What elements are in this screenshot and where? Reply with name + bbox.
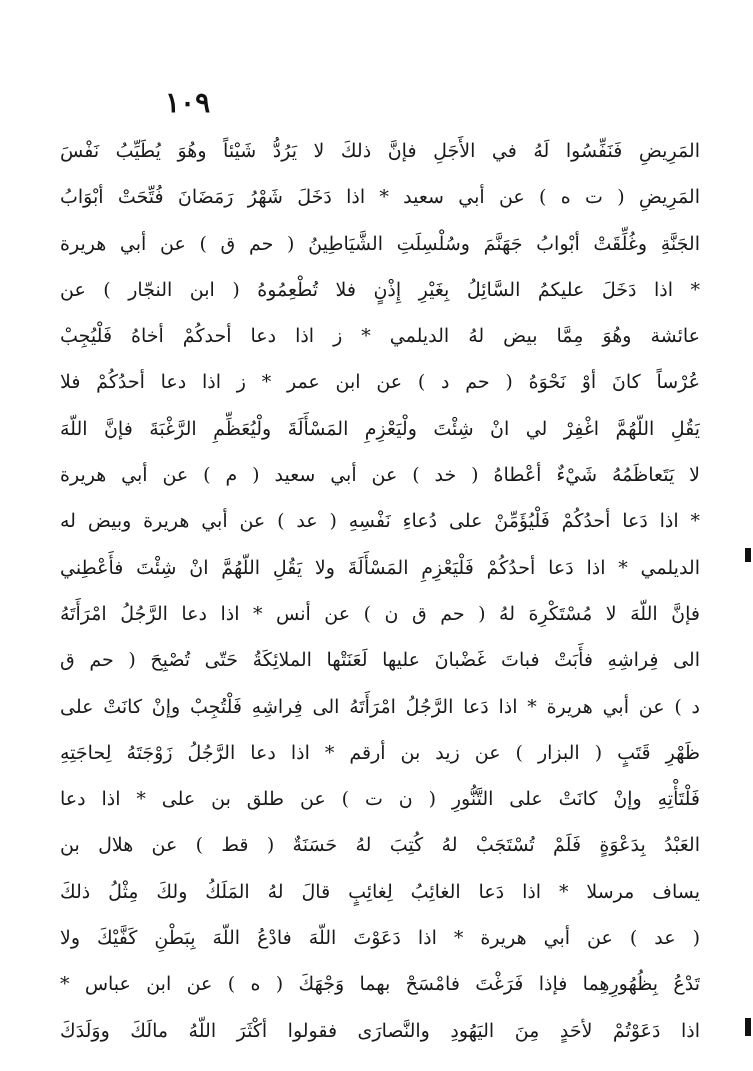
text-line: فَلْتَأْتِهِ وإنْ كانَتْ على التَّنُّورِ ( ن ت ) عن طلق بن على * اذا دعا <box>60 788 700 811</box>
text-line: الى فِراشِهِ فأَبَتْ فباتَ غَضْبانَ عليها لَعَنَتْها الملائِكَةُ حَتّى تُصْبِحَ ( حم ق <box>60 649 700 672</box>
text-line: اذا دَعَوْتُمْ لأحَدٍ مِنَ اليَهُودِ والنَّصارَى فقولوا أكْثَرَ اللّهُ مالَكَ ووَلَدَكَ <box>60 1019 700 1042</box>
text-line: لا يَتَعاظَمُهُ شَيْءٌ أعْطاهُ ( خد ) عن أبي سعيد ( م ) عن أبي هريرة <box>60 464 700 487</box>
text-line: يَقُلِ اللّهُمَّ اغْفِرْ لي انْ شِئْتَ ولْيَعْزِمِ المَسْأَلَةَ ولْيُعَظِّمِ الرَّغْبَةَ فإنَّ اللّهَ <box>60 417 700 440</box>
text-line: د ) عن أبي هريرة * اذا دَعا الرَّجُلُ امْرَأَتَهُ الى فِراشِهِ فَلْتُجِبْ وإنْ كانَتْ على <box>60 695 700 718</box>
text-line: عائشة وهُوَ مِمَّا بيض لهُ الديلمي * ز اذا دعا أحدكُمْ أخاهُ فَلْيُجِبْ <box>60 325 700 348</box>
text-line: * اذا دَعا أحدُكُمْ فَلْيُؤَمِّنْ على دُعاءِ نَفْسِهِ ( عد ) عن أبي هريرة وبيض له <box>60 510 700 533</box>
text-line: المَرِيضِ فَنَفِّسُوا لَهُ في الأَجَلِ فإنَّ ذلكَ لا يَرُدُّ شَيْئاً وهُوَ يُطَيِّبُ نَفْسَ <box>60 140 700 162</box>
text-line: الجَنَّةِ وغُلِّقَتْ أبْوابُ جَهَنَّمَ وسُلْسِلَتِ الشَّيَاطِينُ ( حم ق ) عن أبي هريرة <box>60 232 700 255</box>
text-line: المَرِيضِ ( ت ه ) عن أبي سعيد * اذا دَخَلَ شَهْرُ رَمَضَانَ فُتِّحَتْ أبْوَابُ <box>60 186 700 209</box>
text-line: ( عد ) عن أبي هريرة * اذا دَعَوْتَ اللّهَ فادْعُ اللّهَ بِبَطْنِ كَفَّيْكَ ولا <box>60 927 700 950</box>
text-line: عُرْساً كانَ أوْ نَحْوَهُ ( حم د ) عن ابن عمر * ز اذا دعا أحدُكُمْ فلا <box>60 371 700 394</box>
text-line: يساف مرسلا * اذا دَعا الغائِبُ لِغائِبٍ قالَ لهُ المَلَكُ ولكَ مِثْلُ ذلكَ <box>60 880 700 903</box>
scan-edge-mark <box>745 1018 751 1036</box>
page-number: ١٠٩ <box>165 86 211 119</box>
text-line: * اذا دَخَلَ عليكمُ السَّائِلُ بِغَيْرِ إِذْنٍ فلا تُطْعِمُوهُ ( ابن النجّار ) عن <box>60 278 700 301</box>
text-line: فإنَّ اللّهَ لا مُسْتَكْرِهَ لهُ ( حم ق ن ) عن أنس * اذا دعا الرَّجُلُ امْرَأَتَهُ <box>60 602 700 625</box>
scan-edge-mark <box>745 548 751 562</box>
text-line: تَدْعُ بِظُهُورِهِما فإذا فَرَغْتَ فامْسَحْ بهما وَجْهَكَ ( ه ) عن ابن عباس * <box>60 973 700 996</box>
text-line: ظَهْرِ قَتَبٍ ( البزار ) عن زيد بن أرقم * اذا دعا الرَّجُلُ زَوْجَتَهُ لِحاجَتِهِ <box>60 741 700 764</box>
body-text <box>60 128 700 1054</box>
text-line: العَبْدُ بِدَعْوَةٍ فَلَمْ تُسْتَجَبْ لهُ كُتِبَ لهُ حَسَنَةٌ ( قط ) عن هلال بن <box>60 834 700 857</box>
text-line: الديلمي * اذا دَعا أحدُكُمْ فَلْيَعْزِمِ المَسْأَلَةَ ولا يَقُلِ اللّهُمَّ انْ شِئْتَ فأَعْطِني <box>60 556 700 579</box>
